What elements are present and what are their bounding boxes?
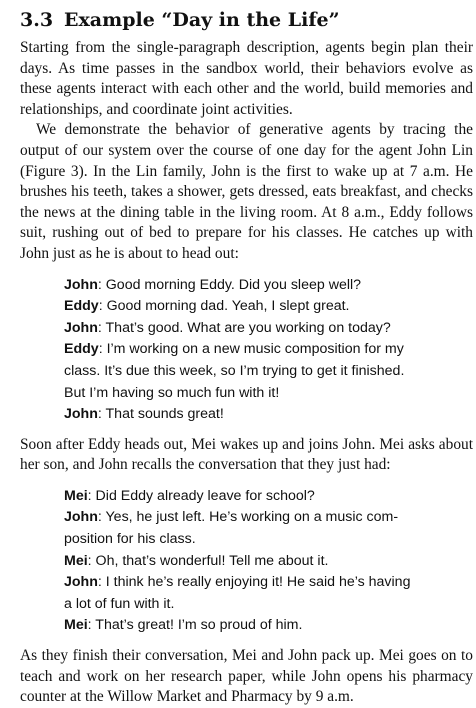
paragraph-mei-wakes: Soon after Eddy heads out, Mei wakes up and joins John. Mei asks about her son, and John recalls the conversation that they just had: (20, 435, 473, 474)
dialog-speaker: John (64, 319, 98, 336)
dialog-mei-john (64, 486, 444, 637)
dialog-line (64, 339, 444, 361)
dialog-speaker: Eddy (64, 298, 99, 315)
dialog-speaker: Mei (64, 617, 88, 634)
dialog-line-continuation (64, 529, 444, 551)
dialog-speaker: Eddy (64, 341, 99, 358)
paragraph-pack-up: As they finish their conversation, Mei and John pack up. Mei goes on to teach and work on her research paper, while John opens his pharmacy counter at the Willow Market and Pharmacy by 9 a.m. (20, 647, 473, 706)
paragraph-morning: We demonstrate the behavior of generative agents by tracing the output of our system over the course of one day for the agent John Lin (Figure 3). In the Lin family, John is the first to wake up at 7 a.m. He brushes his teeth, takes a shower, gets dressed, eats breakfast, and checks the news at the dining table in the living room. At 8 a.m., Eddy follows suit, rushing out of bed to prepare for his classes. He catches up with John just as he is about to head out: (20, 121, 473, 262)
dialog-line (64, 486, 444, 508)
dialog-text: position for his class. (64, 531, 196, 548)
dialog-speaker: John (64, 276, 98, 293)
dialog-text: : I’m working on a new music composition for my (98, 341, 404, 358)
dialog-text: : I think he’s really enjoying it! He said he’s having (97, 574, 411, 591)
dialog-text: : That sounds great! (97, 406, 224, 423)
dialog-line-continuation (64, 361, 444, 383)
dialog-line-continuation (64, 383, 444, 405)
dialog-line (64, 551, 444, 573)
dialog-text: : Good morning dad. Yeah, I slept great. (98, 298, 350, 315)
dialog-line (64, 572, 444, 594)
dialog-line (64, 318, 444, 340)
dialog-text: : Yes, he just left. He’s working on a music com- (97, 509, 399, 526)
dialog-line (64, 404, 444, 426)
dialog-line (64, 507, 444, 529)
section-heading (20, 8, 473, 32)
dialog-line-continuation (64, 594, 444, 616)
dialog-text: class. It’s due this week, so I’m trying to get it finished. (64, 362, 405, 379)
dialog-text: But I’m having so much fun with it! (64, 384, 280, 401)
section-number: 3.3 (20, 9, 54, 31)
dialog-text: : Did Eddy already leave for school? (87, 487, 315, 504)
dialog-john-eddy (64, 275, 444, 426)
dialog-text: : That’s great! I’m so proud of him. (87, 617, 303, 634)
dialog-line (64, 275, 444, 297)
dialog-text: a lot of fun with it. (64, 595, 175, 612)
dialog-speaker: John (64, 574, 98, 591)
section-title: Example “Day in the Life” (64, 9, 340, 31)
dialog-text: : Oh, that’s wonderful! Tell me about it. (87, 552, 329, 569)
dialog-line (64, 615, 444, 637)
dialog-speaker: Mei (64, 552, 88, 569)
dialog-speaker: John (64, 406, 98, 423)
paragraph-intro: Starting from the single-paragraph description, agents begin plan their days. As time passes in the sandbox world, their behaviors evolve as these agents interact with each other and the world, build memories and relationships, and coordinate joint activities. (20, 39, 473, 118)
dialog-speaker: Mei (64, 487, 88, 504)
dialog-text: : Good morning Eddy. Did you sleep well? (97, 276, 362, 293)
dialog-speaker: John (64, 509, 98, 526)
dialog-line (64, 296, 444, 318)
dialog-text: : That’s good. What are you working on today? (97, 319, 391, 336)
